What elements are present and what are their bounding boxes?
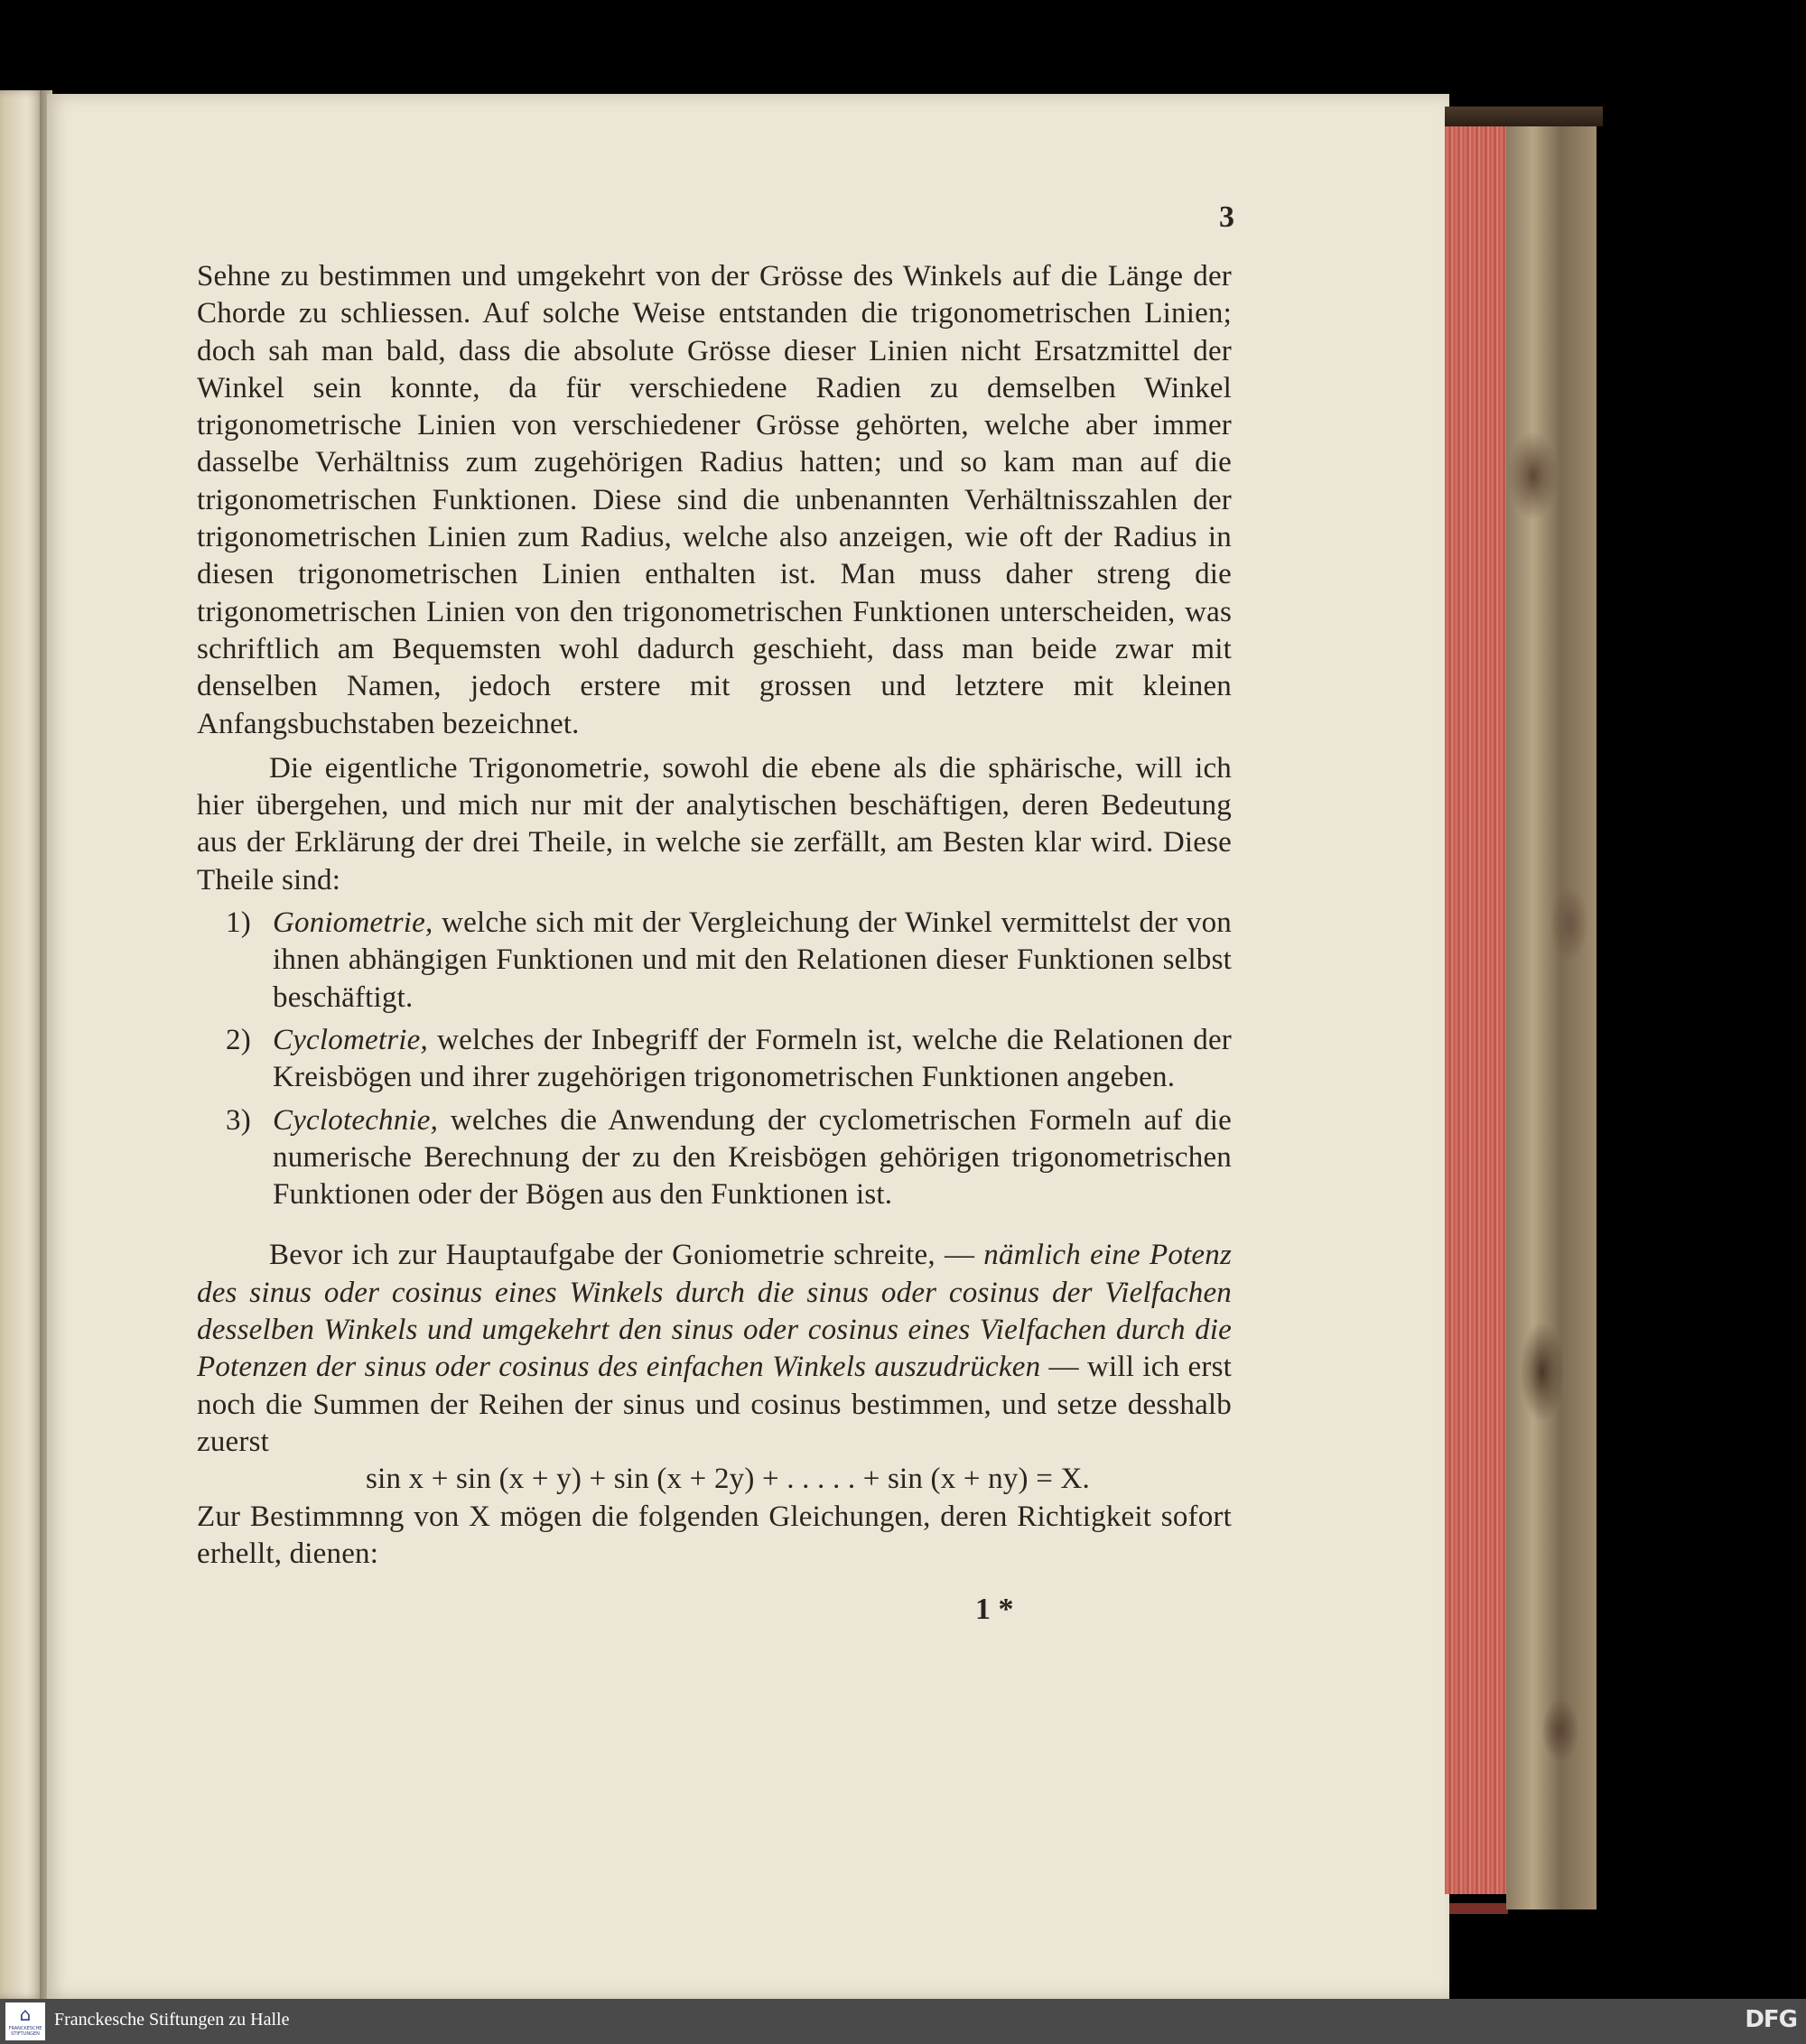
list-term: Cyclometrie, [273,1023,428,1056]
dfg-logo[interactable]: DFG [1745,2006,1797,2033]
cover-top-edge [1445,107,1603,126]
list-text: welches der Inbegriff der Formeln ist, welche die Relationen der Kreisbögen und ihrer zugehörigen trigonometrischen Funktionen angeben. [273,1023,1232,1094]
left-page-edge [0,90,43,1999]
paragraph-3 [197,1237,1232,1461]
logo-text: FRANCKESCHE STIFTUNGEN [8,2026,42,2037]
page-text [197,258,1232,1573]
page-block-bottom [1449,107,1508,1914]
sine-sum-formula: sin x + sin (x + y) + sin (x + 2y) + . . . . . + sin (x + ny) = X. [366,1463,1090,1496]
list-term: Cyclotechnie, [273,1103,439,1137]
paragraph-3-tail: — will ich erst noch die Summen der Reihen der sinus und cosinus bestimmen, und setze desshalb zuerst [197,1351,1233,1458]
list-term: Goniometrie, [273,906,433,940]
paragraph-4: Zur Bestimmnng von X mögen die folgenden Gleichungen, deren Richtigkeit sofort erhellt, dienen: [197,1500,1232,1570]
franckesche-logo[interactable] [5,2002,45,2040]
signature-mark: 1 * [975,1593,1014,1626]
list-item-goniometrie [197,905,1232,1017]
paragraph-2: Die eigentliche Trigonometrie, sowohl die ebene als die sphärische, will ich hier übergehen, und mich nur mit der analytischen beschäftigen, deren Bedeutung aus der Erklärung der drei Theile, in welche sie zerfällt, am Besten klar wird. Diese Theile sind: [197,751,1232,897]
list-item-cyclometrie [197,1022,1232,1097]
list-number: 3) [226,1103,251,1137]
marbled-cover-edge [1506,117,1597,1909]
viewer-footer [0,1999,1806,2044]
list-number: 2) [226,1023,251,1056]
list-text: welche sich mit der Vergleichung der Winkel vermittelst der von ihnen abhängigen Funktionen und mit den Relationen dieser Funktionen selbst beschäftigt. [273,906,1232,1014]
list-text: welches die Anwendung der cyclometrischen Formeln auf die numerische Berechnung der zu den Kreisbögen gehörigen trigonometrischen Funktionen oder der Bögen aus den Funktionen ist. [273,1103,1232,1212]
building-icon: ⌂ [19,2003,32,2025]
paragraph-3-lead: Bevor ich zur Hauptaufgabe der Goniometrie schreite, — [269,1239,984,1272]
list-number: 1) [226,906,251,940]
paragraph-3-italic: nämlich eine Potenz des sinus oder cosinus eines Winkels durch die sinus oder cosinus der Vielfachen desselben Winkels und umgekehrt den sinus oder cosinus eines Vielfachen durch die Potenzen der sinus oder cosinus des einfachen Winkels auszudrücken [197,1239,1232,1384]
list-item-cyclotechnie [197,1102,1232,1214]
page-number: 3 [1219,200,1234,234]
paragraph-1: Sehne zu bestimmen und umgekehrt von der Grösse des Winkels auf die Länge der Chorde zu schliessen. Auf solche Weise entstanden die trigonometrischen Linien; doch sah man bald, dass die absolute Grösse dieser Linien nicht Ersatzmittel der Winkel sein konnte, da für verschiedene Radien zu demselben Winkel trigonometrische Linien von verschiedener Grösse gehörten, welche aber immer dasselbe Verhältniss zum zugehörigen Radius hatten; und so kam man auf die trigonometrischen Funktionen. Diese sind die unbenannten Verhältnisszahlen der trigonometrischen Linien zum Radius, welche also anzeigen, wie oft der Radius in diesen trigonometrischen Linien enthalten ist. Man muss daher streng die trigonometrischen Linien von den trigonometrischen Funktionen unterscheiden, was schriftlich am Bequemsten wohl dadurch geschieht, dass man beide zwar mit denselben Namen, jedoch erstere mit grossen und letztere mit kleinen Anfangsbuchstaben bezeichnet. [197,260,1232,740]
institution-label: Franckesche Stiftungen zu Halle [54,2010,290,2030]
